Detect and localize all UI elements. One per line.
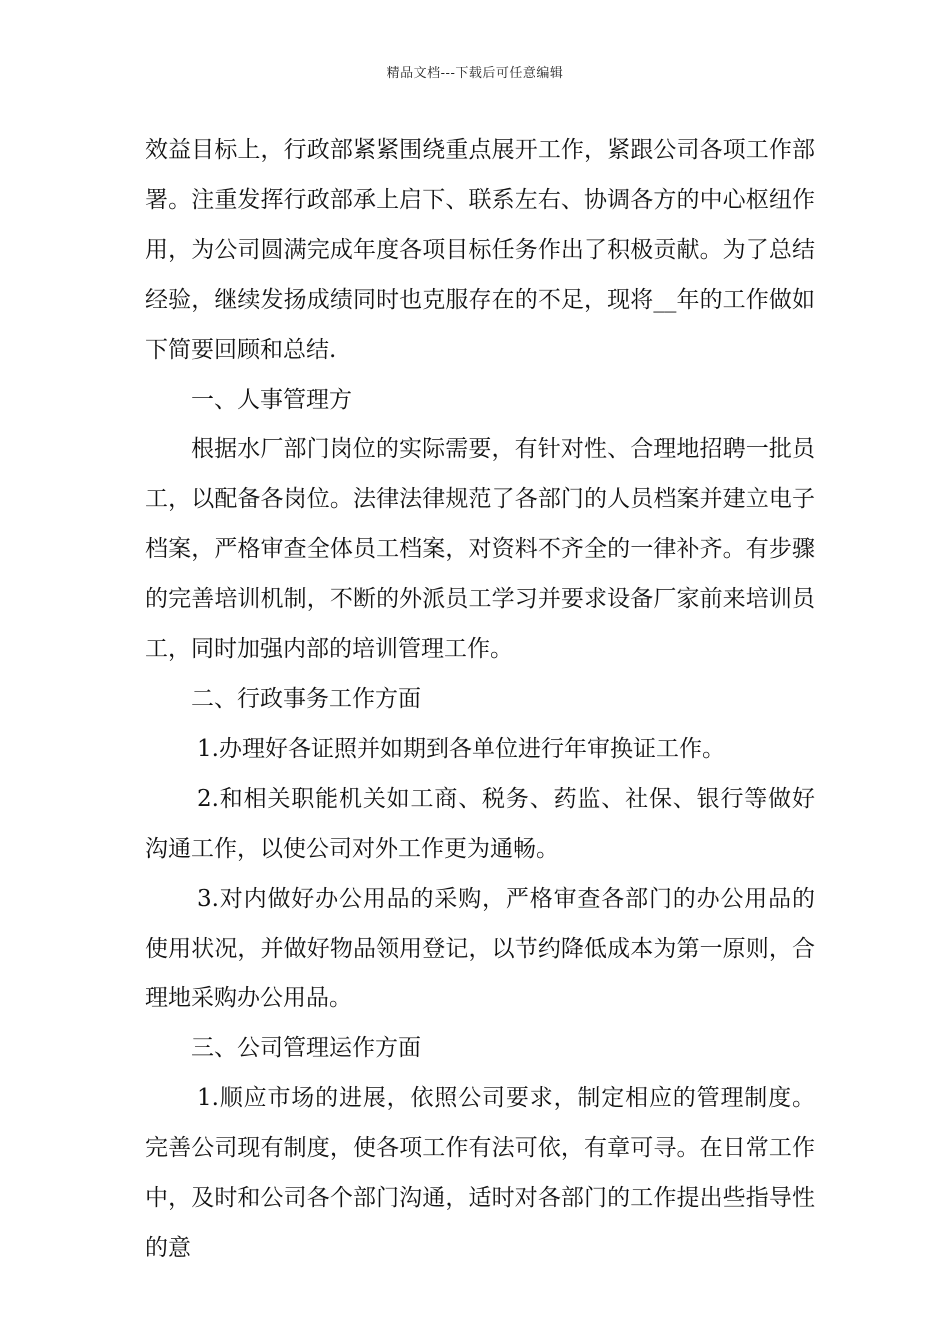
- section-heading-management: 三、公司管理运作方面: [191, 1035, 421, 1062]
- paragraph-personnel: 根据水厂部门岗位的实际需要，有针对性、合理地招聘一批员工，以配备各岗位。法律法律规范了各部门的人员档案并建立电子档案，严格审查全体员工档案，对资料不齐全的一律补齐。有步骤的完善培训机制，不断的外派员工学习并要求设备厂家前来培训员工，同时加强内部的培训管理工作。: [145, 436, 815, 663]
- list-item-admin-1: 1.办理好各证照并如期到各单位进行年审换证工作。: [197, 735, 725, 762]
- section-heading-personnel: 一、人事管理方: [191, 386, 352, 413]
- document-body: [145, 126, 815, 1274]
- list-item-management-1: 1.顺应市场的进展，依照公司要求，制定相应的管理制度。完善公司现有制度，使各项工作有法可依，有章可寻。在日常工作中，及时和公司各个部门沟通，适时对各部门的工作提出些指导性的意: [145, 1085, 815, 1261]
- list-item-admin-2: 2.和相关职能机关如工商、税务、药监、社保、银行等做好沟通工作，以使公司对外工作更为通畅。: [145, 785, 815, 862]
- section-heading-admin-affairs: 二、行政事务工作方面: [191, 685, 421, 712]
- paragraph-intro: 效益目标上，行政部紧紧围绕重点展开工作，紧跟公司各项工作部署。注重发挥行政部承上启下、联系左右、协调各方的中心枢纽作用，为公司圆满完成年度各项目标任务作出了积极贡献。为了总结经验，继续发扬成绩同时也克服存在的不足，现将__年的工作做如下简要回顾和总结.: [145, 137, 815, 363]
- page-header: 精品文档---下载后可任意编辑: [386, 66, 564, 81]
- list-item-admin-3: 3.对内做好办公用品的采购，严格审查各部门的办公用品的使用状况，并做好物品领用登记，以节约降低成本为第一原则，合理地采购办公用品。: [145, 885, 815, 1012]
